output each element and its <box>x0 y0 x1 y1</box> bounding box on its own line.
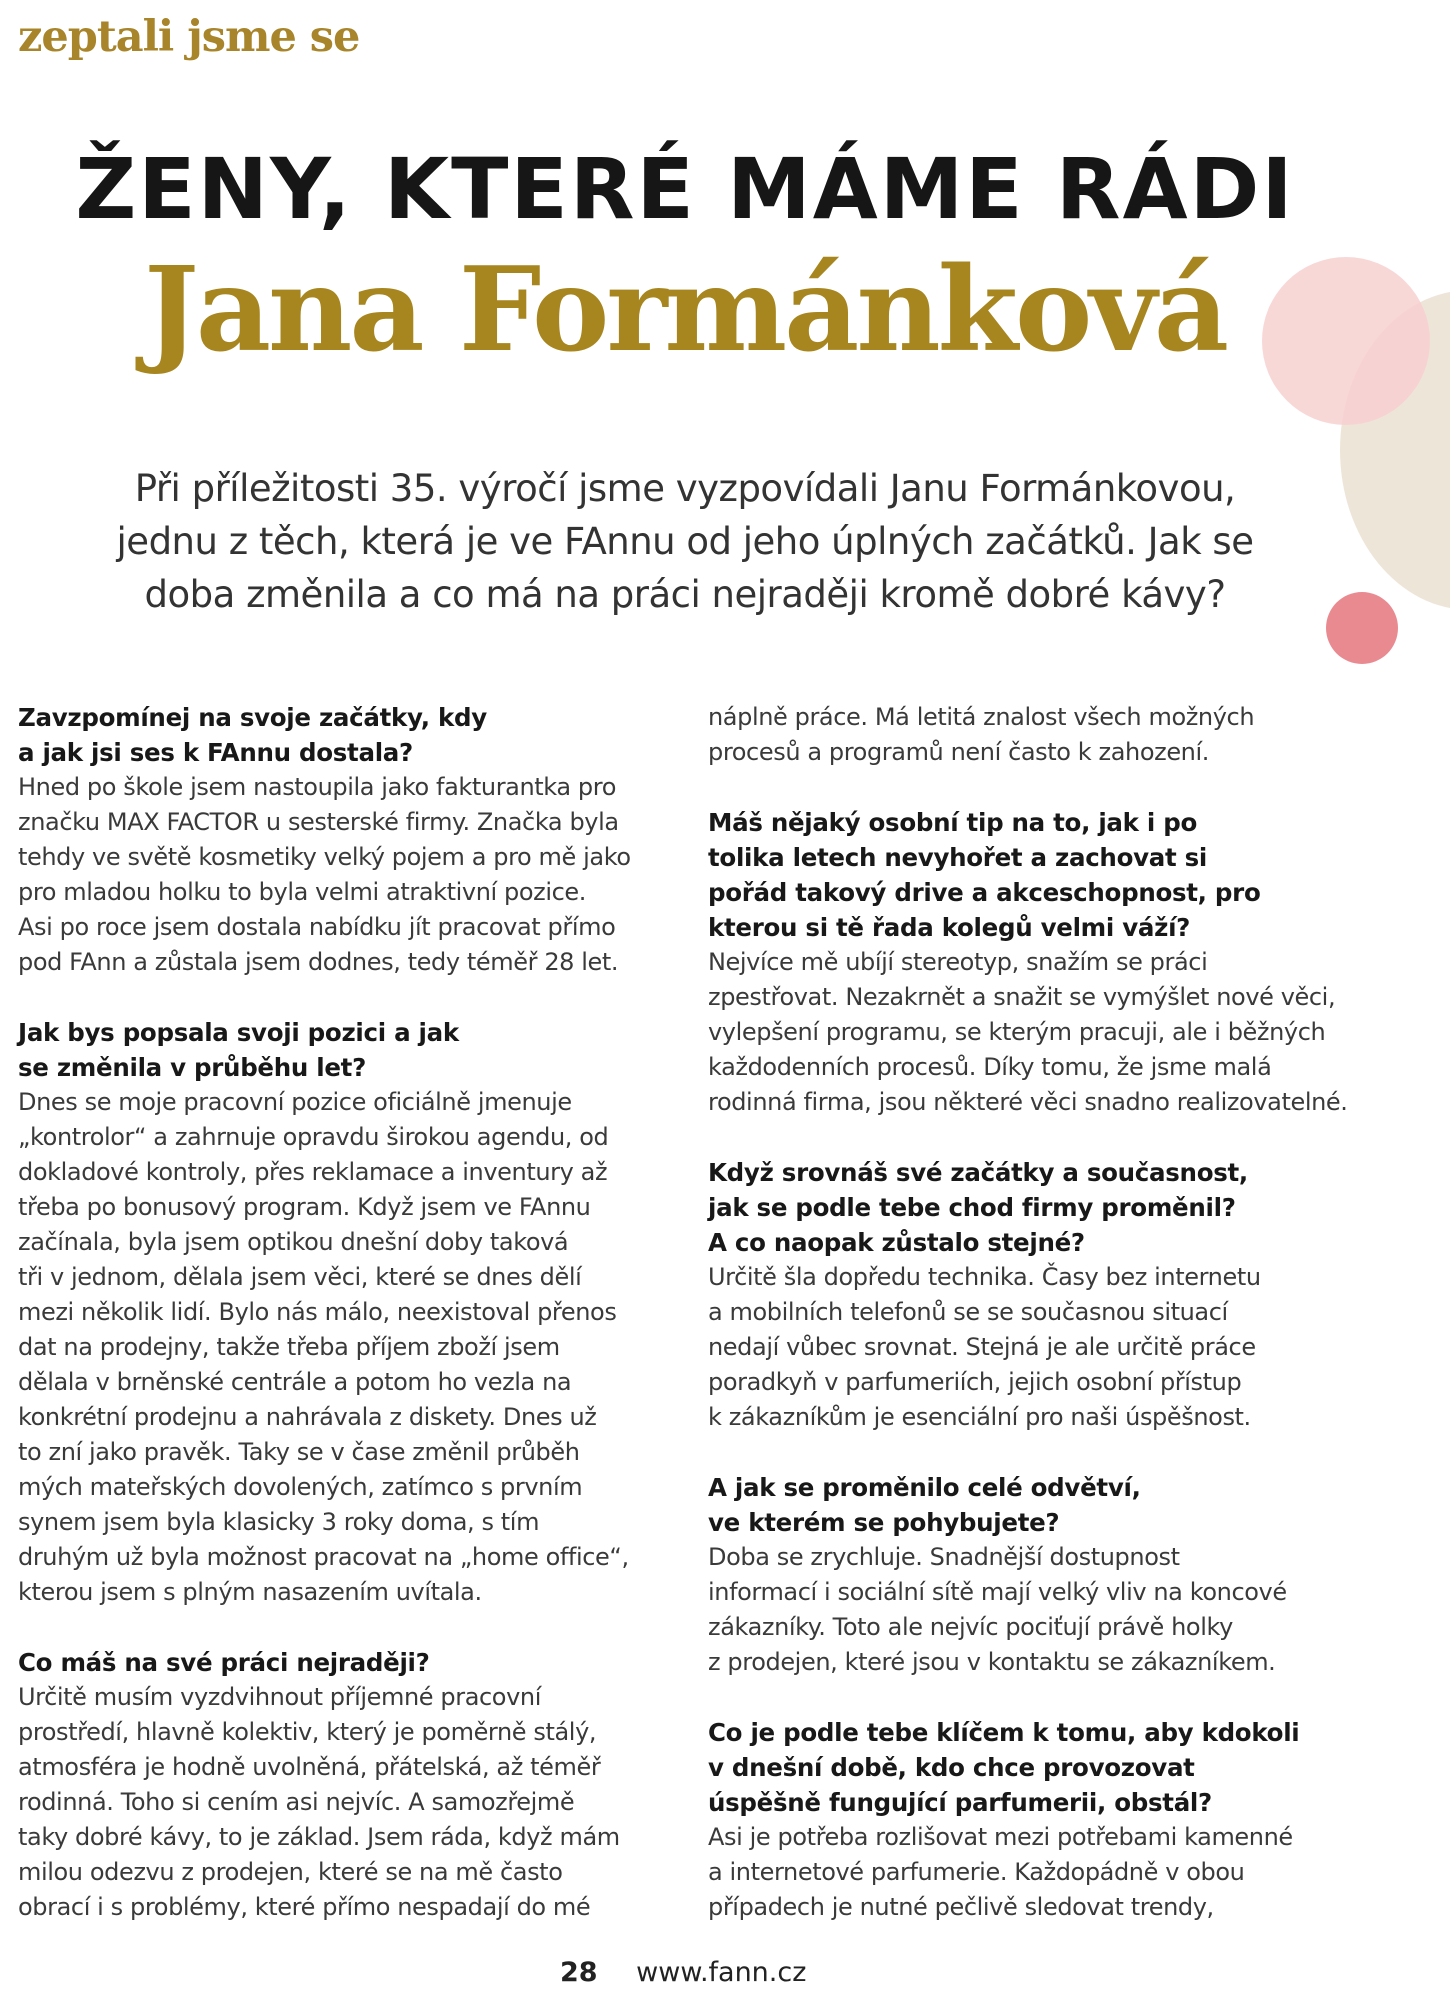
answer-line: Nejvíce mě ubíjí stereotyp, snažím se práci <box>708 948 1208 976</box>
question-line: Co máš na své práci nejraději? <box>18 1648 430 1677</box>
question-line: a jak jsi ses k FAnnu dostala? <box>18 738 413 767</box>
page-number: 28 <box>560 1957 598 1988</box>
answer-line: procesů a programů není často k zahození. <box>708 738 1209 766</box>
interview-question <box>18 1015 658 1085</box>
question-line: ve kterém se pohybujete? <box>708 1508 1060 1537</box>
answer-line: tehdy ve světě kosmetiky velký pojem a pro mě jako <box>18 843 631 871</box>
question-line: Zavzpomínej na svoje začátky, kdy <box>18 703 487 732</box>
answer-line: třeba po bonusový program. Když jsem ve FAnnu <box>18 1193 591 1221</box>
answer-line: milou odezvu z prodejen, které se na mě často <box>18 1858 563 1886</box>
answer-line: druhým už byla možnost pracovat na „home office“, <box>18 1543 629 1571</box>
lead-paragraph <box>70 462 1300 621</box>
answer-line: taky dobré kávy, to je základ. Jsem ráda, když mám <box>18 1823 620 1851</box>
qa-block <box>708 805 1388 1120</box>
answer-line: informací i sociální sítě mají velký vliv na koncové <box>708 1578 1287 1606</box>
qa-block <box>708 1155 1388 1435</box>
question-line: tolika letech nevyhořet a zachovat si <box>708 843 1208 872</box>
answer-line: mezi několik lidí. Bylo nás málo, neexistoval přenos <box>18 1298 617 1326</box>
interview-answer <box>18 1085 658 1610</box>
answer-line: pod FAnn a zůstala jsem dodnes, tedy téměř 28 let. <box>18 948 619 976</box>
question-line: pořád takový drive a akceschopnost, pro <box>708 878 1261 907</box>
answer-line: tři v jednom, dělala jsem věci, které se dnes dělí <box>18 1263 582 1291</box>
qa-block <box>708 1715 1388 1925</box>
answer-line: synem jsem byla klasicky 3 roky doma, s tím <box>18 1508 540 1536</box>
answer-line: a mobilních telefonů se se současnou situací <box>708 1298 1228 1326</box>
section-label: zeptali jsme se <box>18 12 360 62</box>
interview-answer <box>708 1820 1388 1925</box>
question-line: úspěšně fungující parfumerii, obstál? <box>708 1788 1212 1817</box>
interviewee-name: Jana Formánková <box>144 242 1226 378</box>
answer-line: rodinná. Toho si cením asi nejvíc. A samozřejmě <box>18 1788 575 1816</box>
answer-line: k zákazníkům je esenciální pro naši úspěšnost. <box>708 1403 1251 1431</box>
answer-line: pro mladou holku to byla velmi atraktivní pozice. <box>18 878 586 906</box>
answer-line: poradkyň v parfumeriích, jejich osobní přístup <box>708 1368 1242 1396</box>
answer-line: Hned po škole jsem nastoupila jako fakturantka pro <box>18 773 616 801</box>
question-line: Jak bys popsala svoji pozici a jak <box>18 1018 459 1047</box>
answer-line: Doba se zrychluje. Snadnější dostupnost <box>708 1543 1180 1571</box>
question-line: A co naopak zůstalo stejné? <box>708 1228 1085 1257</box>
qa-block <box>18 1645 658 1925</box>
interview-answer <box>18 1680 658 1925</box>
lead-line: doba změnila a co má na práci nejraději kromě dobré kávy? <box>144 573 1226 616</box>
answer-line: dokladové kontroly, přes reklamace a inventury až <box>18 1158 608 1186</box>
interview-answer <box>708 1540 1388 1680</box>
answer-line: „kontrolor“ a zahrnuje opravdu širokou agendu, od <box>18 1123 609 1151</box>
interview-question <box>708 1155 1388 1260</box>
interview-question <box>18 700 658 770</box>
answer-line: nedají vůbec srovnat. Stejná je ale určitě práce <box>708 1333 1256 1361</box>
question-line: Co je podle tebe klíčem k tomu, aby kdokoli <box>708 1718 1300 1747</box>
page-footer <box>560 1957 806 1988</box>
decorative-circle-red <box>1326 592 1398 664</box>
left-column <box>18 700 658 1960</box>
answer-line: Asi je potřeba rozlišovat mezi potřebami kamenné <box>708 1823 1293 1851</box>
question-line: A jak se proměnilo celé odvětví, <box>708 1473 1141 1502</box>
answer-line: značku MAX FACTOR u sesterské firmy. Značka byla <box>18 808 619 836</box>
headline: ŽENY, KTERÉ MÁME RÁDI <box>75 140 1295 238</box>
interview-answer <box>708 700 1388 770</box>
answer-line: náplně práce. Má letitá znalost všech možných <box>708 703 1255 731</box>
footer-url: www.fann.cz <box>636 1957 807 1988</box>
interview-question <box>18 1645 658 1680</box>
answer-line: Asi po roce jsem dostala nabídku jít pracovat přímo <box>18 913 616 941</box>
answer-line: začínala, byla jsem optikou dnešní doby taková <box>18 1228 569 1256</box>
answer-line: obrací i s problémy, které přímo nespadají do mé <box>18 1893 591 1921</box>
qa-block <box>18 700 658 980</box>
answer-line: atmosféra je hodně uvolněná, přátelská, až téměř <box>18 1753 601 1781</box>
answer-line: z prodejen, které jsou v kontaktu se zákazníkem. <box>708 1648 1276 1676</box>
answer-line: případech je nutné pečlivě sledovat trendy, <box>708 1893 1214 1921</box>
answer-line: a internetové parfumerie. Každopádně v obou <box>708 1858 1245 1886</box>
answer-line: konkrétní prodejnu a nahrávala z diskety. Dnes už <box>18 1403 597 1431</box>
answer-line: zpestřovat. Nezakrnět a snažit se vymýšlet nové věci, <box>708 983 1336 1011</box>
answer-line: dělala v brněnské centrále a potom ho vezla na <box>18 1368 572 1396</box>
interview-answer <box>18 770 658 980</box>
interview-question <box>708 805 1388 945</box>
answer-line: to zní jako pravěk. Taky se v čase změnil průběh <box>18 1438 580 1466</box>
question-line: Když srovnáš své začátky a současnost, <box>708 1158 1248 1187</box>
answer-line: kterou jsem s plným nasazením uvítala. <box>18 1578 482 1606</box>
answer-line: Dnes se moje pracovní pozice oficiálně jmenuje <box>18 1088 572 1116</box>
qa-block <box>708 700 1388 770</box>
answer-line: vylepšení programu, se kterým pracuji, ale i běžných <box>708 1018 1326 1046</box>
answer-line: rodinná firma, jsou některé věci snadno realizovatelné. <box>708 1088 1348 1116</box>
question-line: v dnešní době, kdo chce provozovat <box>708 1753 1195 1782</box>
answer-line: Určitě musím vyzdvihnout příjemné pracovní <box>18 1683 541 1711</box>
answer-line: každodenních procesů. Díky tomu, že jsme malá <box>708 1053 1272 1081</box>
right-column <box>708 700 1388 1960</box>
qa-block <box>18 1015 658 1610</box>
interview-question <box>708 1470 1388 1540</box>
interview-question <box>708 1715 1388 1820</box>
answer-line: zákazníky. Toto ale nejvíc pociťují právě holky <box>708 1613 1233 1641</box>
answer-line: Určitě šla dopředu technika. Časy bez internetu <box>708 1263 1261 1291</box>
question-line: jak se podle tebe chod firmy proměnil? <box>708 1193 1236 1222</box>
qa-block <box>708 1470 1388 1680</box>
question-line: se změnila v průběhu let? <box>18 1053 367 1082</box>
answer-line: dat na prodejny, takže třeba příjem zboží jsem <box>18 1333 560 1361</box>
question-line: kterou si tě řada kolegů velmi váží? <box>708 913 1191 942</box>
interview-answer <box>708 1260 1388 1435</box>
lead-line: Při příležitosti 35. výročí jsme vyzpovídali Janu Formánkovou, <box>134 467 1236 510</box>
interview-answer <box>708 945 1388 1120</box>
answer-line: prostředí, hlavně kolektiv, který je poměrně stálý, <box>18 1718 597 1746</box>
question-line: Máš nějaký osobní tip na to, jak i po <box>708 808 1197 837</box>
answer-line: mých mateřských dovolených, zatímco s prvním <box>18 1473 583 1501</box>
lead-line: jednu z těch, která je ve FAnnu od jeho úplných začátků. Jak se <box>116 520 1254 563</box>
